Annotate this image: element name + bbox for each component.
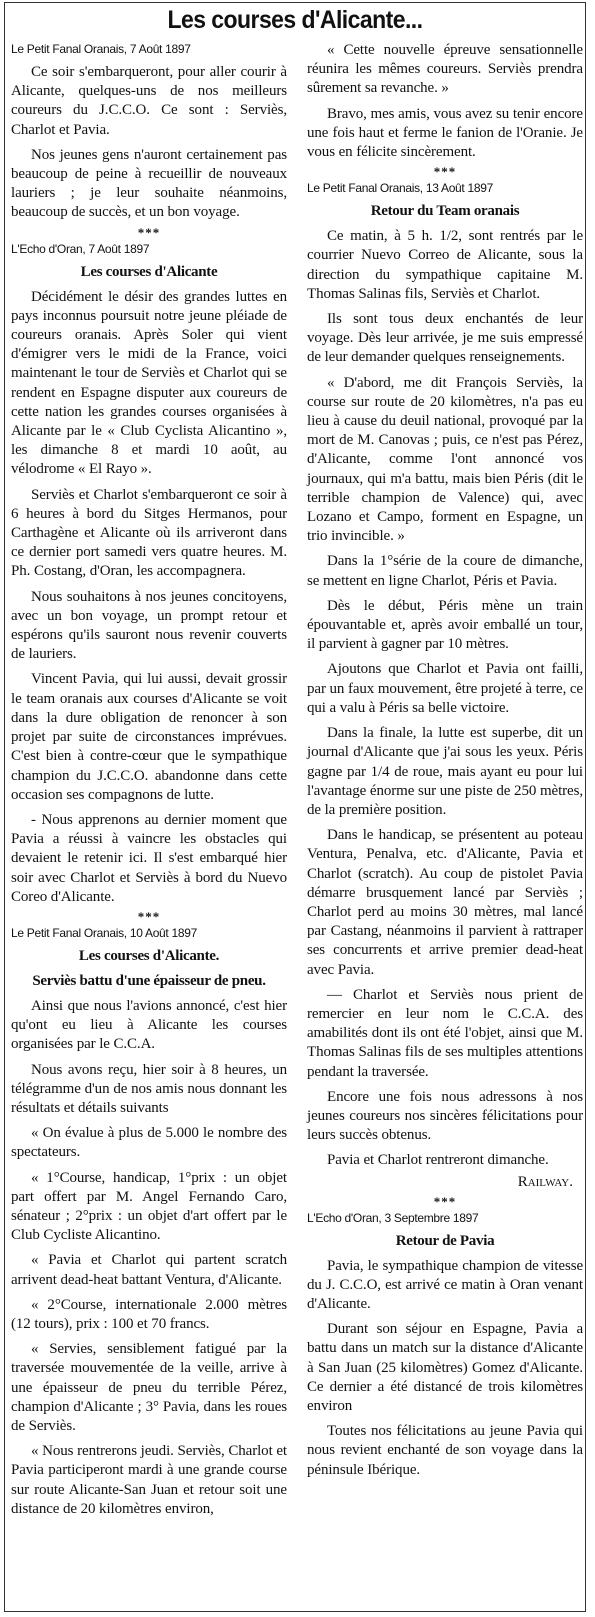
section-separator: ***	[137, 224, 161, 240]
article-page	[4, 2, 586, 1612]
source-line: L'Echo d'Oran, 7 Août 1897	[11, 241, 150, 256]
section-separator: ***	[433, 1193, 457, 1209]
signature: Railway.	[517, 1173, 573, 1190]
source-line: Le Petit Fanal Oranais, 13 Août 1897	[307, 181, 493, 196]
page-title: Les courses d'Alicante...	[167, 6, 423, 34]
paragraph: Nous souhaitons à nos jeunes concitoyens, avec un bon voyage, un prompt retour et espérons qu'ils sauront nous revenir couverts de lauriers.	[11, 588, 287, 663]
paragraph: « Cette nouvelle épreuve sensationnelle réunira les mêmes coureurs. Serviès prendra sûrement sa revanche. »	[307, 42, 583, 97]
paragraph: Ce soir s'embarqueront, pour aller courir à Alicante, quelques-uns de nos meilleurs coureurs du J.C.C.O. Ce sont : Serviès, Charlot et Pavia.	[11, 64, 287, 138]
section-separator: ***	[433, 164, 457, 180]
paragraph: Dans la 1°série de la coure de dimanche, se mettent en ligne Charlot, Péris et Pavia.	[307, 553, 583, 589]
paragraph: Durant son séjour en Espagne, Pavia a battu dans un match sur la distance d'Alicante à San Juan (25 kilomètres) Gomez d'Alicante. Ce dernier a été distancé de trois kilomètres environ	[307, 1321, 583, 1414]
section-separator: ***	[137, 908, 161, 924]
paragraph: Dans la finale, la lutte est superbe, dit un journal d'Alicante que j'ai sous les yeux. Péris gagne par 1/4 de roue, mais ayant eu pour lui l'avantage énorme sur une piste de 250 mètres, de la première position.	[307, 725, 583, 818]
paragraph: Nos jeunes gens n'auront certainement pas beaucoup de peine à recueillir de nouveaux lauriers ; je leur souhaite néanmoins, beaucoup de succès, et un bon voyage.	[11, 146, 287, 221]
paragraph: « Nous rentrerons jeudi. Serviès, Charlot et Pavia participeront mardi à une grande course sur route Alicante-San Juan et retour soit une distance de 20 kilomètres environ,	[11, 1443, 287, 1517]
right-column	[307, 41, 583, 1486]
article-heading: Retour du Team oranais	[370, 203, 520, 220]
paragraph: Décidément le désir des grandes luttes en pays inconnus poursuit notre jeune pléiade de coureurs oranais. Après Soler qui vient d'émigrer vers le midi de la France, voici maintenant le tour de Serviès et Charlot qui se rendent en Espagne disputer aux coureurs de cette nation les grandes courses organisées à Alicante par le « Club Cyclista Alicantino », les dimanche 8 et mardi 10 août, au vélodrome « El Rayo ».	[11, 288, 287, 478]
left-column	[11, 41, 287, 1525]
paragraph: Pavia, le sympathique champion de vitesse du J. C.C.O, est arrivé ce matin à Oran venant d'Alicante.	[307, 1257, 583, 1312]
paragraph: Encore une fois nous adressons à nos jeunes coureurs nos sincères félicitations pour leurs succès obtenus.	[307, 1088, 583, 1144]
paragraph: Nous avons reçu, hier soir à 8 heures, un télégramme d'un de nos amis nous donnant les résultats et détails suivants	[11, 1061, 287, 1116]
source-line: Le Petit Fanal Oranais, 10 Août 1897	[11, 925, 197, 940]
article-heading: Les courses d'Alicante.	[78, 947, 220, 964]
paragraph: Serviès et Charlot s'embarqueront ce soir à 6 heures à bord du Sitges Hermanos, pour Carthagène et Alicante où ils arriveront dans ce dernier port samedi vers quatre heures. M. Ph. Costang, d'Oran, les accompagnera.	[11, 486, 287, 580]
paragraph: Vincent Pavia, qui lui aussi, devait grossir le team oranais aux courses d'Alicante se voit dans la dure obligation de renoncer à son projet par suite de circonstances imprévues. C'est bien à contre-cœur que le sympathique champion du J.C.C.O. abandonne dans cette occasion ses compagnons de lutte.	[11, 671, 287, 803]
paragraph: Bravo, mes amis, vous avez su tenir encore une fois haut et ferme le fanion de l'Oranie. Je vous en félicite sincèrement.	[307, 105, 583, 161]
article-columns	[11, 41, 583, 1607]
paragraph: Ajoutons que Charlot et Pavia ont failli, par un faux mouvement, être projeté à terre, ce qui a valu à Péris sa belle victoire.	[307, 661, 583, 716]
article-heading: Retour de Pavia	[395, 1232, 495, 1249]
source-line: L'Echo d'Oran, 3 Septembre 1897	[307, 1210, 479, 1225]
paragraph: Pavia et Charlot rentreront dimanche.	[327, 1152, 549, 1169]
paragraph: Toutes nos félicitations au jeune Pavia qui nous revient enchanté de son voyage dans la péninsule Ibérique.	[307, 1423, 583, 1478]
paragraph: « Servies, sensiblement fatigué par la traversée mouvementée de la veille, arrive à une épaisseur de pneu du terrible Pérez, champion d'Alicante ; 3° Pavia, dans les roues de Serviès.	[11, 1341, 287, 1434]
paragraph: « Pavia et Charlot qui partent scratch arrivent dead-heat battant Ventura, d'Alicante.	[11, 1252, 287, 1288]
paragraph: « On évalue à plus de 5.000 le nombre des spectateurs.	[11, 1125, 287, 1161]
paragraph: Ainsi que nous l'avions annoncé, c'est hier qu'ont eu lieu à Alicante les courses organisées par le C.C.A.	[11, 997, 287, 1053]
paragraph: « 1°Course, handicap, 1°prix : un objet part offert par M. Angel Fernando Caro, sénateur ; 2°prix : un objet d'art offert par le Club Cycliste Alicantino.	[11, 1169, 287, 1244]
paragraph: Ce matin, à 5 h. 1/2, sont rentrés par le courrier Nuevo Correo de Alicante, sous la direction du sympathique capitaine M. Thomas Salinas fils, Serviès et Charlot.	[307, 228, 583, 302]
source-line: Le Petit Fanal Oranais, 7 Août 1897	[11, 42, 191, 56]
paragraph: - Nous apprenons au dernier moment que Pavia a réussi à vaincre les obstacles qui devaient le retenir ici. Il s'est embarqué hier soir avec Charlot et Serviès à bord du Nuevo Coreo d'Alicante.	[11, 811, 287, 905]
paragraph: « D'abord, me dit François Serviès, la course sur route de 20 kilomètres, n'a pas eu lieu à cause du deuil national, provoqué par la mort de M. Canovas ; puis, ce n'est pas Pérez, d'Alicante, comme l'ont annoncé vos journaux, qui m'a battu, mais bien Péris (dit le terrible champion de Valence) qui, avec Lozano et Campo, forment en Espagne, un trio invincible. »	[307, 374, 583, 545]
paragraph: Ils sont tous deux enchantés de leur voyage. Dès leur arrivée, je me suis empressé de leur demander quelques renseignements.	[307, 311, 583, 366]
paragraph: Dès le début, Péris mène un train épouvantable et, après avoir emballé un tour, il parvient à gagner par 10 mètres.	[307, 597, 583, 653]
paragraph: Dans le handicap, se présentent au poteau Ventura, Penalva, etc. d'Alicante, Pavia et Charlot (scratch). Au coup de pistolet Pavia démarre brusquement lancé par Serviès ; Charlot perd au moins 30 mètres, mal lancé par Castang, néanmoins il parvient à rattraper ses concurrents et arrive premier dead-heat avec Pavia.	[307, 827, 583, 978]
article-heading: Les courses d'Alicante	[80, 263, 218, 280]
paragraph: « 2°Course, internationale 2.000 mètres (12 tours), prix : 100 et 70 francs.	[11, 1296, 287, 1332]
article-heading: Serviès battu d'une épaisseur de pneu.	[32, 972, 266, 989]
paragraph: — Charlot et Serviès nous prient de remercier en leur nom le C.C.A. des amabilités dont ils ont été l'objet, ainsi que M. Thomas Salinas fils de ses multiples attentions pendant la traversée.	[307, 986, 583, 1080]
